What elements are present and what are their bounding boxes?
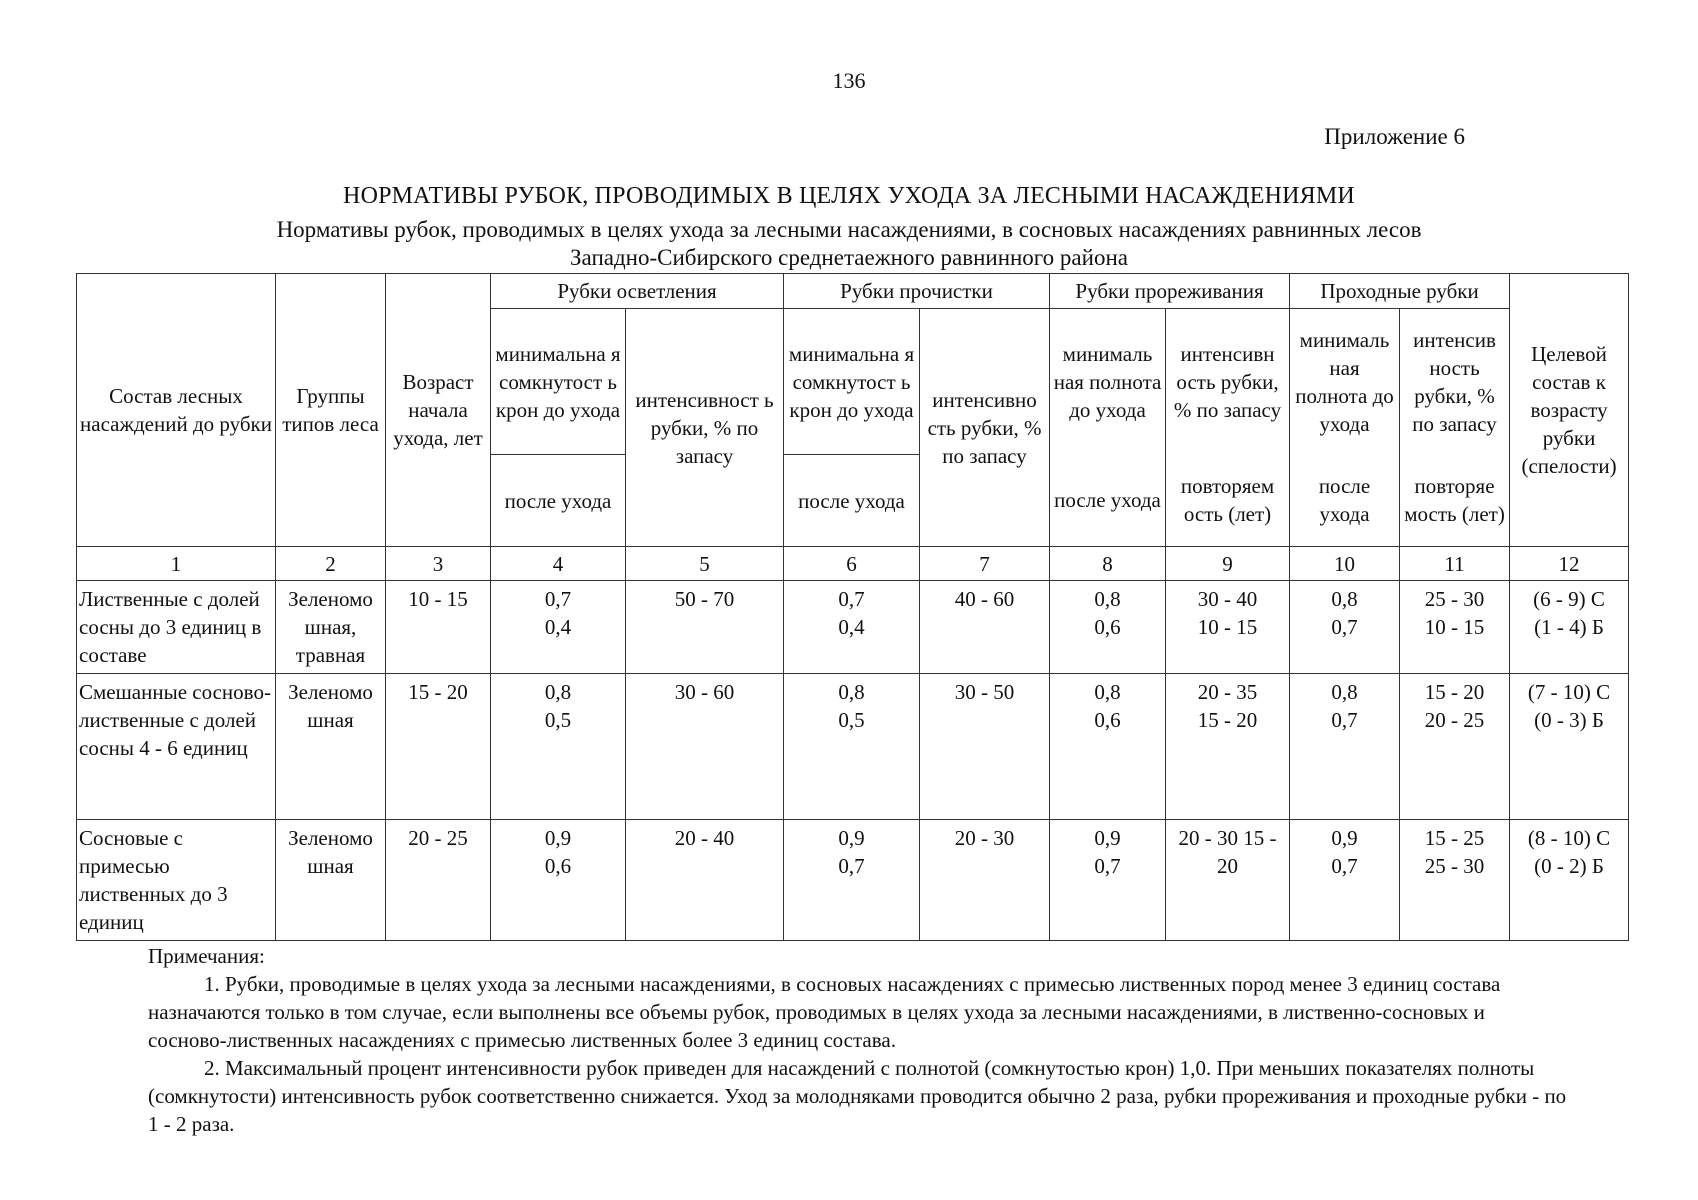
- note-item: 1. Рубки, проводимые в целях ухода за лесными насаждениями, в сосновых насаждениях с примесью лиственных пород менее 3 единиц состава назначаются только в том случае, если выполнены все объемы рубок, проводимых в целях ухода за лесными насаждениями, в лиственно-сосновых и сосново-лиственных насаждениях с примесью лиственных более 3 единиц состава.: [148, 972, 1501, 1052]
- cell-c11: 15 - 20 20 - 25: [1400, 674, 1510, 820]
- header-group-clarification: Рубки осветления: [491, 274, 784, 309]
- cell-c8: 0,8 0,6: [1050, 674, 1166, 820]
- header-group-cleaning: Рубки прочистки: [784, 274, 1050, 309]
- cell-age: 20 - 25: [386, 820, 491, 941]
- header-c6-top: минимальна я сомкнутост ь крон до ухода: [784, 309, 920, 455]
- header-group-passage: Проходные рубки: [1290, 274, 1510, 309]
- notes-section: [148, 942, 1568, 1138]
- cell-age: 10 - 15: [386, 581, 491, 674]
- header-c9-bottom: повторяем ость (лет): [1166, 455, 1290, 547]
- cell-c6: 0,9 0,7: [784, 820, 920, 941]
- col-number: 6: [784, 547, 920, 581]
- cell-c4: 0,9 0,6: [491, 820, 626, 941]
- header-c4-bottom: после ухода: [491, 455, 626, 547]
- appendix-label: Приложение 6: [1324, 124, 1465, 149]
- cell-c6: 0,7 0,4: [784, 581, 920, 674]
- header-c11-bottom: повторяе мость (лет): [1400, 455, 1510, 547]
- subtitle-line-1: Нормативы рубок, проводимых в целях ухода за лесными насаждениями, в сосновых насаждениях равнинных лесов: [276, 217, 1422, 242]
- header-row-numbers: [77, 547, 1629, 581]
- header-c7: интенсивно сть рубки, % по запасу: [920, 309, 1050, 547]
- cell-c11: 25 - 30 10 - 15: [1400, 581, 1510, 674]
- page-number: 136: [832, 68, 866, 93]
- header-c10-top: минималь ная полнота до ухода: [1290, 309, 1400, 455]
- col-number: 3: [386, 547, 491, 581]
- header-c10-bottom: после ухода: [1290, 455, 1400, 547]
- col-number: 8: [1050, 547, 1166, 581]
- header-forest-groups: Группы типов леса: [276, 274, 386, 547]
- cell-c9: 30 - 40 10 - 15: [1166, 581, 1290, 674]
- cell-c5: 20 - 40: [626, 820, 784, 941]
- col-number: 12: [1510, 547, 1629, 581]
- col-number: 11: [1400, 547, 1510, 581]
- header-group-thinning: Рубки прореживания: [1050, 274, 1290, 309]
- header-c8-top: минималь ная полнота до ухода: [1050, 309, 1166, 455]
- document-title: НОРМАТИВЫ РУБОК, ПРОВОДИМЫХ В ЦЕЛЯХ УХОДА ЗА ЛЕСНЫМИ НАСАЖДЕНИЯМИ: [343, 183, 1355, 209]
- cell-c8: 0,9 0,7: [1050, 820, 1166, 941]
- col-number: 2: [276, 547, 386, 581]
- cell-c10: 0,9 0,7: [1290, 820, 1400, 941]
- cell-c12: (6 - 9) С (1 - 4) Б: [1510, 581, 1629, 674]
- col-number: 1: [77, 547, 276, 581]
- cell-c8: 0,8 0,6: [1050, 581, 1166, 674]
- header-target-composition: Целевой состав к возрасту рубки (спелости): [1510, 274, 1629, 547]
- subtitle-line-2: Западно-Сибирского среднетаежного равнинного района: [570, 245, 1128, 270]
- cell-c4: 0,8 0,5: [491, 674, 626, 820]
- cell-c6: 0,8 0,5: [784, 674, 920, 820]
- col-number: 4: [491, 547, 626, 581]
- cell-forest-group: Зеленомо шная: [276, 674, 386, 820]
- header-c11-top: интенсив ность рубки, % по запасу: [1400, 309, 1510, 455]
- cell-c12: (7 - 10) С (0 - 3) Б: [1510, 674, 1629, 820]
- cell-composition: Лиственные с долей сосны до 3 единиц в составе: [77, 581, 276, 674]
- header-c4-top: минимальна я сомкнутост ь крон до ухода: [491, 309, 626, 455]
- cell-forest-group: Зеленомо шная: [276, 820, 386, 941]
- cell-c5: 30 - 60: [626, 674, 784, 820]
- cell-c11: 15 - 25 25 - 30: [1400, 820, 1510, 941]
- header-c8-bottom: после ухода: [1050, 455, 1166, 547]
- header-c6-bottom: после ухода: [784, 455, 920, 547]
- cell-age: 15 - 20: [386, 674, 491, 820]
- col-number: 9: [1166, 547, 1290, 581]
- cell-c4: 0,7 0,4: [491, 581, 626, 674]
- header-c5: интенсивност ь рубки, % по запасу: [626, 309, 784, 547]
- norms-table: [76, 273, 1629, 941]
- header-composition: Состав лесных насаждений до рубки: [77, 274, 276, 547]
- header-c9-top: интенсивн ость рубки, % по запасу: [1166, 309, 1290, 455]
- cell-composition: Смешанные сосново-лиственные с долей сосны 4 - 6 единиц: [77, 674, 276, 820]
- col-number: 10: [1290, 547, 1400, 581]
- table-row: [77, 581, 1629, 674]
- notes-heading: Примечания:: [148, 944, 265, 968]
- cell-c5: 50 - 70: [626, 581, 784, 674]
- cell-c7: 20 - 30: [920, 820, 1050, 941]
- cell-c7: 30 - 50: [920, 674, 1050, 820]
- cell-forest-group: Зеленомо шная, травная: [276, 581, 386, 674]
- cell-c9: 20 - 30 15 - 20: [1166, 820, 1290, 941]
- cell-c9: 20 - 35 15 - 20: [1166, 674, 1290, 820]
- table-row: [77, 674, 1629, 820]
- header-row-groups: [77, 274, 1629, 309]
- cell-c10: 0,8 0,7: [1290, 581, 1400, 674]
- col-number: 5: [626, 547, 784, 581]
- cell-composition: Сосновые с примесью лиственных до 3 единиц: [77, 820, 276, 941]
- header-start-age: Возраст начала ухода, лет: [386, 274, 491, 547]
- note-item: 2. Максимальный процент интенсивности рубок приведен для насаждений с полнотой (сомкнутостью крон) 1,0. При меньших показателях полноты (сомкнутости) интенсивность рубок соответственно снижается. Уход за молодняками проводится обычно 2 раза, рубки прореживания и проходные рубки - по 1 - 2 раза.: [148, 1056, 1567, 1136]
- table-row: [77, 820, 1629, 941]
- document-subtitle: [0, 216, 1698, 272]
- cell-c7: 40 - 60: [920, 581, 1050, 674]
- cell-c12: (8 - 10) С (0 - 2) Б: [1510, 820, 1629, 941]
- col-number: 7: [920, 547, 1050, 581]
- cell-c10: 0,8 0,7: [1290, 674, 1400, 820]
